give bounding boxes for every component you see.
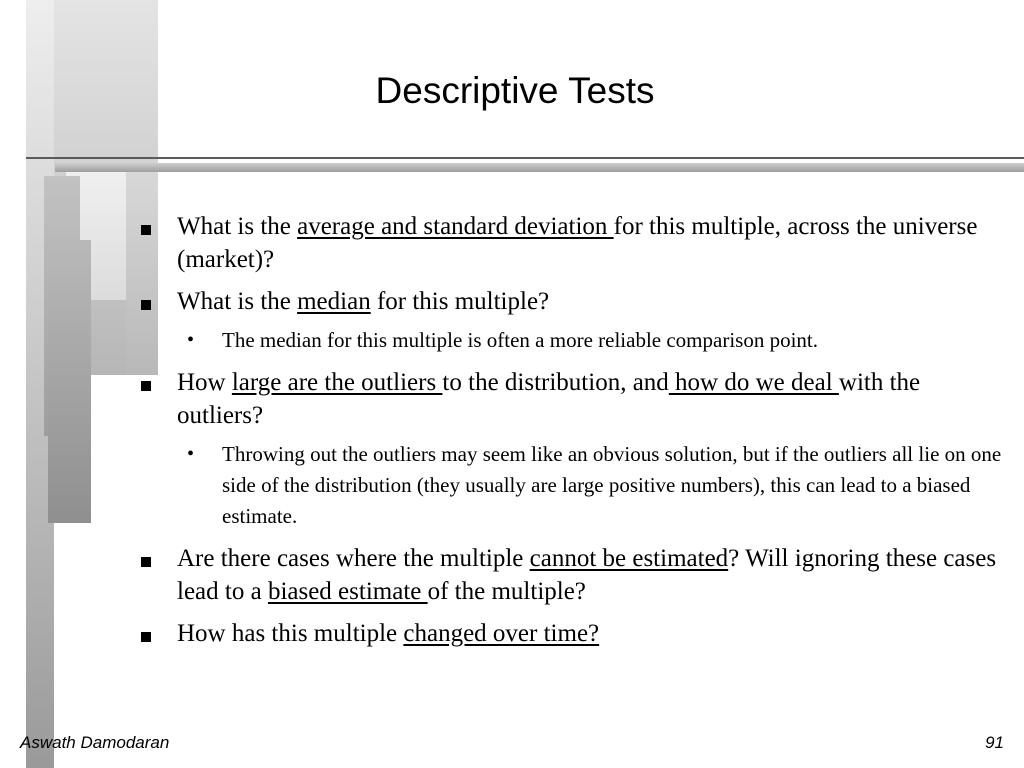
- item-emphasis: how do we deal: [668, 369, 839, 396]
- item-emphasis: cannot be estimated: [529, 545, 729, 572]
- item-text: How: [177, 369, 232, 396]
- bullet-list: [138, 210, 1008, 659]
- title-divider-bar: [55, 163, 1024, 172]
- bullet-item: [138, 542, 1008, 608]
- sub-item-text: The median for this multiple is often a more reliable comparison point.: [222, 328, 819, 352]
- item-text: to the distribution, and: [442, 369, 669, 396]
- item-text: of the multiple?: [427, 578, 586, 605]
- bullet-item: [138, 366, 1008, 432]
- item-emphasis: median: [297, 288, 371, 315]
- bullet-item: [138, 285, 1008, 318]
- item-text: What is the: [177, 288, 298, 315]
- footer-author: Aswath Damodaran: [20, 733, 170, 752]
- bullet-item: [138, 617, 1008, 650]
- page-number: 91: [985, 733, 1004, 752]
- bullet-item: [138, 210, 1008, 276]
- sub-bullet-item: [177, 325, 1008, 356]
- sub-bullet-item: [177, 439, 1008, 532]
- square-bullet-icon: [141, 300, 151, 310]
- square-bullet-icon: [141, 225, 151, 235]
- item-emphasis: average and standard deviation: [297, 213, 614, 240]
- title-divider: [26, 157, 1024, 159]
- item-text: What is the: [177, 213, 298, 240]
- item-emphasis: large are the outliers: [231, 369, 443, 396]
- item-text: How has this multiple: [177, 620, 404, 647]
- square-bullet-icon: [141, 381, 151, 391]
- item-text: Are there cases where the multiple: [177, 545, 530, 572]
- round-bullet-icon: •: [187, 329, 195, 351]
- round-bullet-icon: •: [187, 443, 195, 465]
- decorative-bar: [48, 240, 91, 523]
- item-emphasis: biased estimate: [267, 578, 428, 605]
- item-text: for this multiple, across the universe (market)?: [177, 213, 978, 273]
- sub-item-text: Throwing out the outliers may seem like an obvious solution, but if the outliers all lie on one side of the distribution (they usually are large positive numbers), this can lead to a biased estimate.: [222, 442, 1002, 528]
- item-text: for this multiple?: [370, 288, 550, 315]
- slide-title: Descriptive Tests: [375, 70, 655, 111]
- square-bullet-icon: [141, 632, 151, 642]
- item-emphasis: changed over time?: [403, 620, 600, 647]
- item-text: ? Will ignoring these cases lead to a: [177, 545, 997, 605]
- item-text: with the outliers?: [177, 369, 921, 429]
- square-bullet-icon: [141, 557, 151, 567]
